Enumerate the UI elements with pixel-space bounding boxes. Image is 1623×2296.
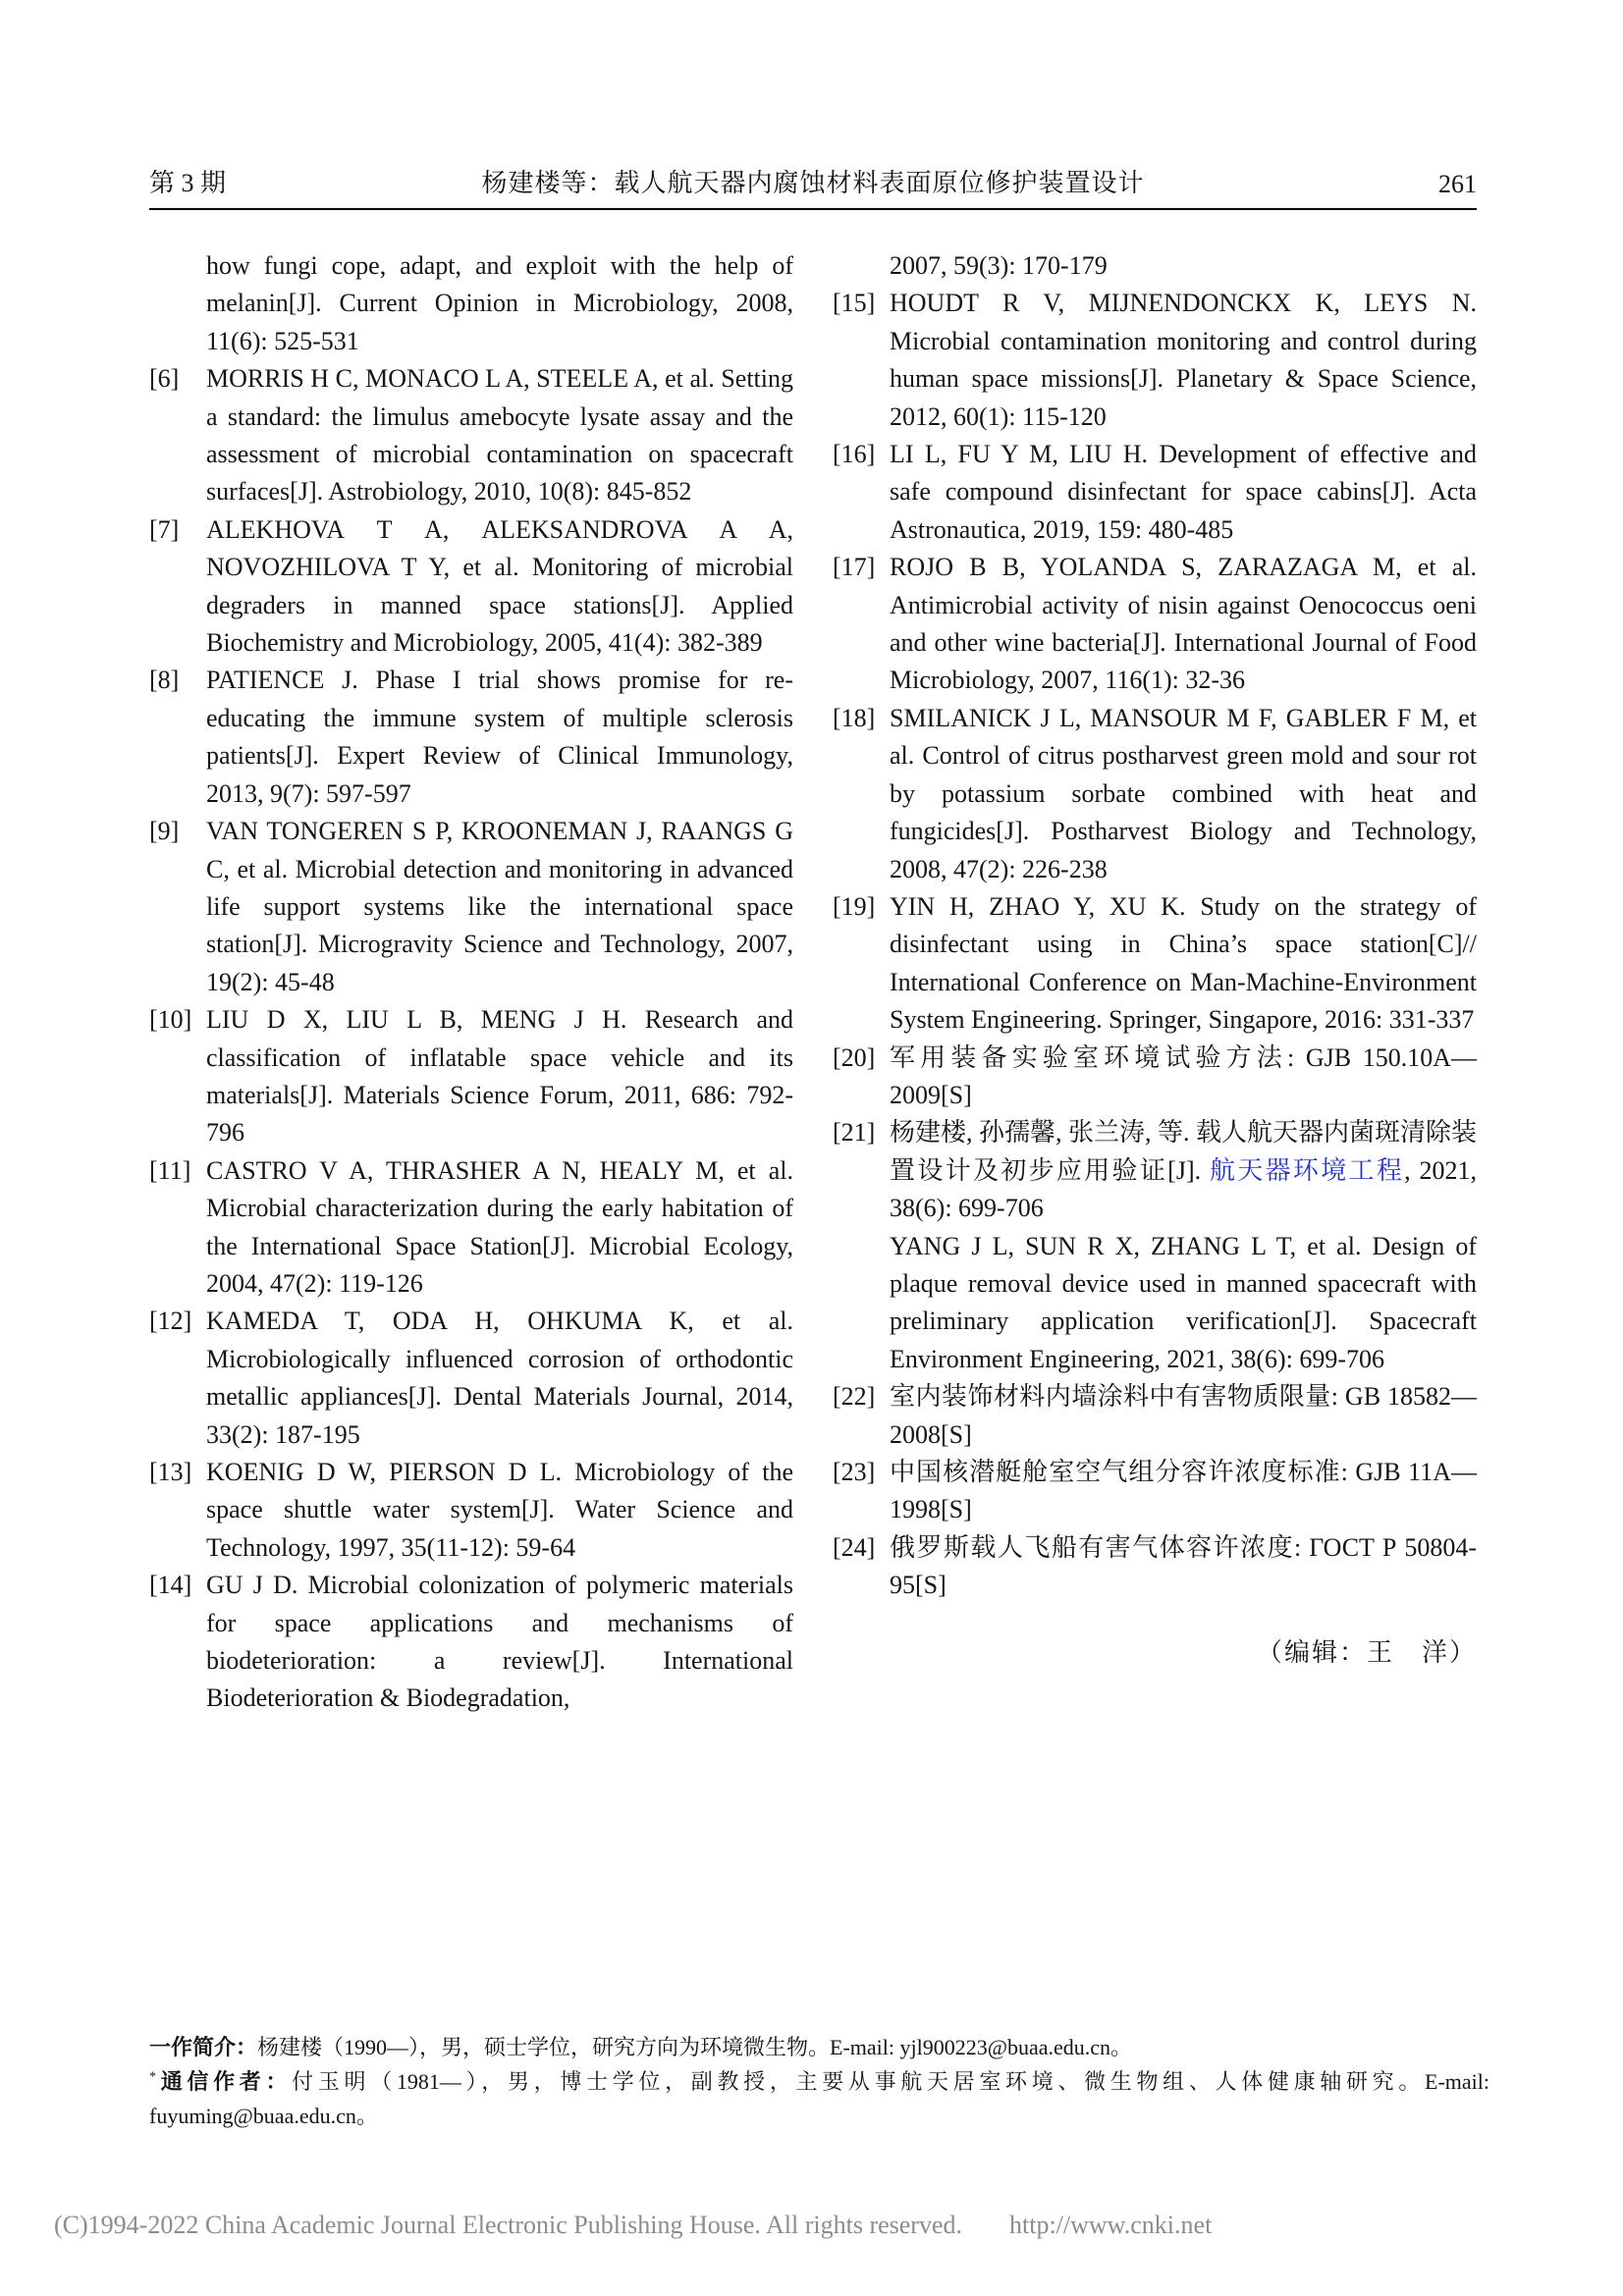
reference-text: VAN TONGEREN S P, KROONEMAN J, RAANGS G C, et al. Microbial detection and monitoring in advanced life support systems like the international space station[J]. Microgravity Science and Technology, 2007, 19(2): 45-48: [206, 817, 793, 996]
reference-number: [14]: [149, 1571, 192, 1600]
reference-text: KAMEDA T, ODA H, OHKUMA K, et al. Microbiologically influenced corrosion of orthodontic metallic appliances[J]. Dental Materials Journal, 2014, 33(2): 187-195: [206, 1307, 793, 1449]
reference-number: [20]: [833, 1042, 876, 1072]
reference-number: [13]: [149, 1458, 192, 1486]
footnote-corresponding-author: [149, 2064, 1489, 2133]
footnotes: [149, 2030, 1489, 2133]
reference-number: [18]: [833, 703, 876, 732]
reference-item: [149, 360, 793, 511]
reference-item: [149, 1303, 793, 1454]
reference-item: [149, 1567, 793, 1718]
reference-text: CASTRO V A, THRASHER A N, HEALY M, et al. Microbial characterization during the early habitation of the International Space Station[J]. Microbial Ecology, 2004, 47(2): 119-126: [206, 1155, 793, 1298]
reference-text: YIN H, ZHAO Y, XU K. Study on the strategy of disinfectant using in China’s space station[C]// International Conference on Man-Machine-Environment System Engineering. Springer, Singapore, 2016: 331-337: [890, 891, 1477, 1035]
column-right: [833, 247, 1477, 1718]
reference-text: HOUDT R V, MIJNENDONCKX K, LEYS N. Microbial contamination monitoring and control during human space missions[J]. Planetary & Space Science, 2012, 60(1): 115-120: [890, 289, 1477, 431]
page-header: [149, 163, 1477, 210]
footnote-corresponding-text: 付玉明（1981—），男，博士学位，副教授，主要从事航天居室环境、微生物组、人体健康轴研究。E-mail: fuyuming@buaa.edu.cn。: [149, 2069, 1489, 2128]
reference-item: [149, 813, 793, 1001]
footnote-author-bio-text: 杨建楼（1990—），男，硕士学位，研究方向为环境微生物。E-mail: yjl900223@buaa.edu.cn。: [257, 2035, 1133, 2059]
editor-note: （编辑：王 洋）: [1256, 1637, 1477, 1667]
reference-text: PATIENCE J. Phase I trial shows promise for re-educating the immune system of multiple sclerosis patients[J]. Expert Review of Clinical Immunology, 2013, 9(7): 597-597: [206, 666, 793, 808]
reference-number: [12]: [149, 1307, 192, 1336]
reference-item: [149, 247, 793, 360]
column-left: [149, 247, 793, 1718]
reference-number: [833, 247, 890, 285]
reference-number: [17]: [833, 553, 876, 582]
reference-text: SMILANICK J L, MANSOUR M F, GABLER F M, et al. Control of citrus postharvest green mold and sour rot by potassium sorbate combined with heat and fungicides[J]. Postharvest Biology and Technology, 2008, 47(2): 226-238: [890, 703, 1477, 883]
reference-number: [8]: [149, 666, 180, 695]
reference-text: YANG J L, SUN R X, ZHANG L T, et al. Design of plaque removal device used in manned spacecraft with preliminary application verification[J]. Spacecraft Environment Engineering, 2021, 38(6): 699-706: [890, 1231, 1477, 1373]
reference-text: LIU D X, LIU L B, MENG J H. Research and classification of inflatable space vehicle and its materials[J]. Materials Science Forum, 2011, 686: 792-796: [206, 1005, 793, 1148]
reference-item: [833, 1114, 1477, 1227]
running-title: 杨建楼等：载人航天器内腐蚀材料表面原位修护装置设计: [481, 169, 1145, 197]
reference-text: ALEKHOVA T A, ALEKSANDROVA A A, NOVOZHILOVA T Y, et al. Monitoring of microbial degraders in manned space stations[J]. Applied Biochemistry and Microbiology, 2005, 41(4): 382-389: [206, 514, 793, 658]
cnki-url: http://www.cnki.net: [1009, 2211, 1213, 2239]
reference-number: [149, 247, 206, 360]
reference-number: [19]: [833, 891, 876, 921]
issue-label: 第 3 期: [149, 169, 227, 197]
reference-item: [833, 1378, 1477, 1454]
reference-number: [9]: [149, 817, 180, 846]
reference-item: [833, 1454, 1477, 1529]
reference-item: [833, 247, 1477, 285]
copyright-text: (C)1994-2022 China Academic Journal Electronic Publishing House. All rights reserved.: [54, 2211, 962, 2239]
reference-item: [833, 285, 1477, 436]
reference-item: [149, 662, 793, 813]
reference-item: [833, 888, 1477, 1040]
reference-item: [833, 700, 1477, 888]
reference-number: [24]: [833, 1532, 876, 1562]
reference-number: [16]: [833, 440, 876, 469]
reference-text: 俄罗斯载人飞船有害气体容许浓度: ГОСТ Р 50804-95[S]: [890, 1532, 1477, 1600]
references-section: [149, 247, 1477, 1718]
reference-item: [149, 511, 793, 663]
reference-text: 杨建楼, 孙孺馨, 张兰涛, 等. 载人航天器内菌斑清除装置设计及初步应用验证[J]. 航天器环境工程, 2021, 38(6): 699-706: [890, 1118, 1478, 1223]
journal-link[interactable]: 航天器环境工程: [1209, 1155, 1405, 1185]
corresponding-author-asterisk: *: [149, 2069, 156, 2085]
reference-number: [15]: [833, 289, 876, 318]
reference-text: ROJO B B, YOLANDA S, ZARAZAGA M, et al. Antimicrobial activity of nisin against Oenococcus oeni and other wine bacteria[J]. International Journal of Food Microbiology, 2007, 116(1): 32-36: [890, 553, 1477, 695]
copyright-line: [54, 2211, 1586, 2240]
reference-number: [10]: [149, 1005, 192, 1035]
reference-text: GU J D. Microbial colonization of polymeric materials for space applications and mechanisms of biodeterioration: a review[J]. International Biodeterioration & Biodegradation,: [206, 1571, 793, 1713]
reference-text: LI L, FU Y M, LIU H. Development of effective and safe compound disinfectant for space cabins[J]. Acta Astronautica, 2019, 159: 480-485: [890, 440, 1477, 544]
reference-text: MORRIS H C, MONACO L A, STEELE A, et al. Setting a standard: the limulus amebocyte lysate assay and the assessment of microbial contamination on spacecraft surfaces[J]. Astrobiology, 2010, 10(8): 845-852: [206, 364, 793, 507]
reference-number: [22]: [833, 1382, 876, 1412]
reference-number: [23]: [833, 1458, 876, 1486]
reference-text: 室内装饰材料内墙涂料中有害物质限量: GB 18582—2008[S]: [890, 1382, 1477, 1449]
reference-item: [833, 1228, 1477, 1379]
footnote-author-bio: [149, 2030, 1489, 2064]
reference-number: [833, 1228, 890, 1379]
reference-number: [7]: [149, 514, 180, 544]
reference-item: [833, 1040, 1477, 1115]
reference-text: 2007, 59(3): 170-179: [890, 251, 1108, 280]
reference-text: KOENIG D W, PIERSON D L. Microbiology of the space shuttle water system[J]. Water Science and Technology, 1997, 35(11-12): 59-64: [206, 1458, 793, 1562]
reference-number: [6]: [149, 364, 180, 394]
reference-item: [833, 549, 1477, 700]
reference-number: [11]: [149, 1155, 191, 1185]
reference-item: [149, 1152, 793, 1304]
reference-text: 中国核潜艇舱室空气组分容许浓度标准: GJB 11A—1998[S]: [890, 1458, 1477, 1524]
references-column-right: [833, 247, 1477, 1605]
reference-text: how fungi cope, adapt, and exploit with the help of melanin[J]. Current Opinion in Microbiology, 2008, 11(6): 525-531: [206, 251, 793, 355]
reference-number: [21]: [833, 1118, 876, 1148]
references-column-left: [149, 247, 793, 1718]
page-number: 261: [1438, 170, 1477, 198]
reference-item: [833, 1529, 1477, 1605]
reference-item: [149, 1001, 793, 1152]
footnote-author-bio-label: 一作简介：: [149, 2035, 258, 2059]
footnote-corresponding-label: 通信作者：: [156, 2069, 293, 2094]
reference-item: [833, 436, 1477, 549]
reference-text: 军用装备实验室环境试验方法: GJB 150.10A—2009[S]: [890, 1042, 1477, 1109]
reference-item: [149, 1454, 793, 1567]
